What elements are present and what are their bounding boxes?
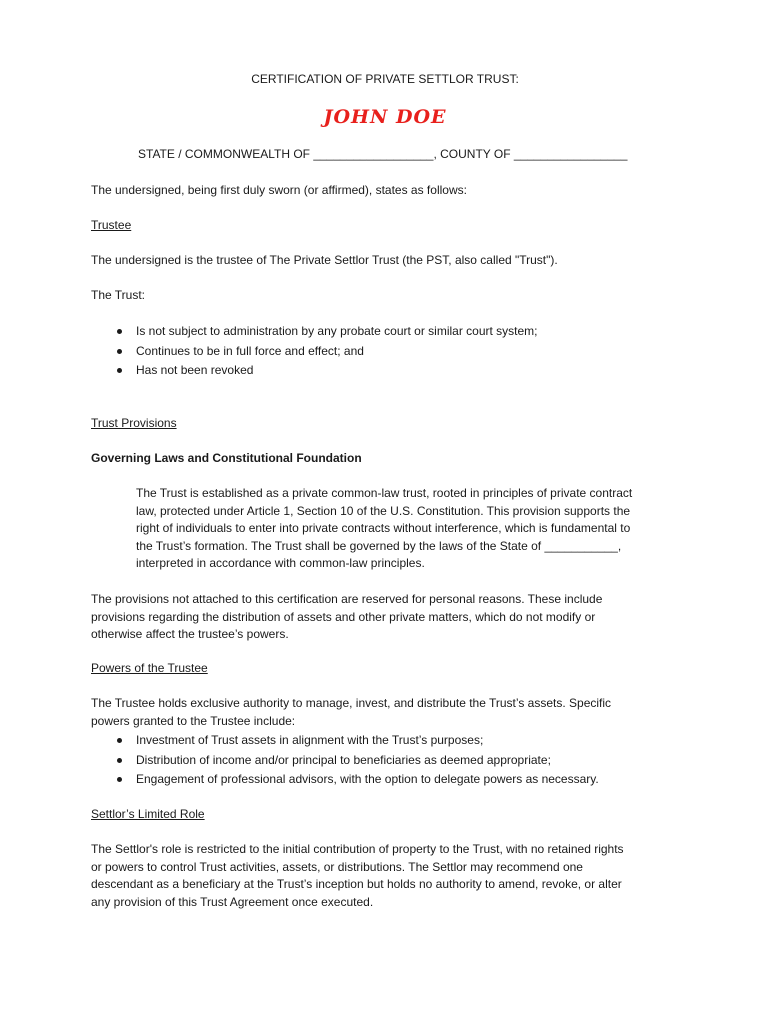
trust-status-list	[115, 323, 675, 382]
governing-law-paragraph	[136, 485, 681, 573]
trustee-text: The undersigned is the trustee of The Private Settlor Trust (the PST, also called "Trust").	[91, 253, 558, 267]
paragraph-line: provisions regarding the distribution of assets and other private matters, which do not modify or	[91, 609, 596, 624]
trust-name: JOHN DOE	[323, 106, 447, 128]
paragraph-line: interpreted in accordance with common-law principles.	[136, 556, 425, 570]
list-item: Has not been revoked	[115, 362, 675, 382]
paragraph-line: The Settlor's role is restricted to the initial contribution of property to the Trust, with no retained rights	[91, 842, 624, 856]
paragraph-line: the Trust’s formation. The Trust shall be governed by the laws of the State of ___________,	[136, 538, 622, 553]
paragraph-line: or powers to control Trust activities, assets, or distributions. The Settlor may recommend one	[91, 859, 583, 874]
paragraph-line: any provision of this Trust Agreement once executed.	[91, 894, 374, 909]
list-item: Is not subject to administration by any probate court or similar court system;	[115, 323, 675, 343]
paragraph-line: right of individuals to enter into private contracts without interference, which is fundamental to	[136, 521, 631, 535]
venue-line: STATE / COMMONWEALTH OF __________________, COUNTY OF _________________	[138, 147, 628, 161]
intro-text: The undersigned, being first duly sworn (or affirmed), states as follows:	[91, 183, 467, 197]
settlor-paragraph	[91, 841, 691, 911]
paragraph-line: otherwise affect the trustee’s powers.	[91, 627, 289, 641]
paragraph-line: descendant as a beneficiary at the Trust’s inception but holds no authority to amend, revoke, or alter	[91, 877, 622, 891]
powers-list	[115, 732, 685, 791]
paragraph-line: The provisions not attached to this certification are reserved for personal reasons. These include	[91, 592, 603, 606]
document-heading: CERTIFICATION OF PRIVATE SETTLOR TRUST:	[251, 72, 519, 86]
list-item: Engagement of professional advisors, with the option to delegate powers as necessary.	[115, 771, 685, 791]
paragraph-line: The Trustee holds exclusive authority to manage, invest, and distribute the Trust’s assets. Specific	[91, 696, 612, 710]
reserved-provisions-paragraph	[91, 591, 681, 644]
paragraph-line: powers granted to the Trustee include:	[91, 713, 296, 728]
list-item: Continues to be in full force and effect; and	[115, 343, 675, 363]
section-title-powers: Powers of the Trustee	[91, 661, 208, 675]
paragraph-line: law, protected under Article 1, Section 10 of the U.S. Constitution. This provision supports the	[136, 503, 631, 518]
list-item: Distribution of income and/or principal to beneficiaries as deemed appropriate;	[115, 752, 685, 772]
trust-label: The Trust:	[91, 288, 146, 302]
section-title-trustee: Trustee	[91, 218, 132, 232]
section-title-settlor: Settlor’s Limited Role	[91, 807, 205, 821]
powers-paragraph	[91, 695, 681, 730]
list-item: Investment of Trust assets in alignment with the Trust’s purposes;	[115, 732, 685, 752]
section-title-provisions: Trust Provisions	[91, 416, 177, 430]
provisions-subtitle: Governing Laws and Constitutional Foundation	[91, 451, 362, 465]
paragraph-line: The Trust is established as a private common-law trust, rooted in principles of private contract	[136, 486, 633, 500]
